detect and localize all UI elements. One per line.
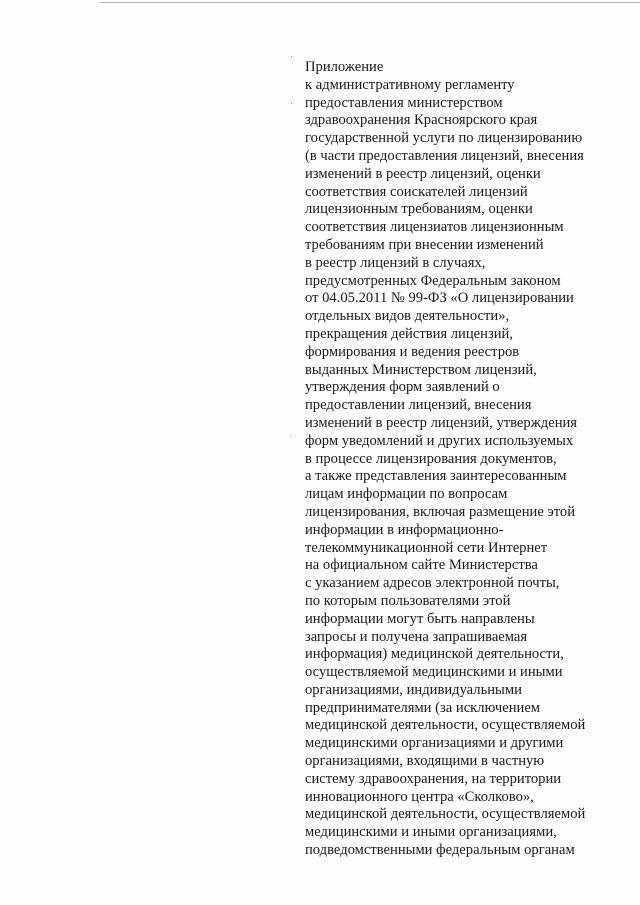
annex-line: предпринимателями (за исключением	[305, 699, 541, 716]
annex-line: требованиям при внесении изменений	[305, 236, 544, 253]
annex-line: телекоммуникационной сети Интернет	[305, 539, 548, 556]
annex-line: медицинскими и иными организациями,	[305, 824, 557, 841]
annex-line: на официальном сайте Министерства	[305, 557, 538, 574]
annex-line: организациями, входящими в частную	[305, 753, 545, 770]
annex-line: информации в информационно-	[305, 521, 504, 538]
annex-line: организациями, индивидуальными	[305, 681, 522, 698]
annex-line: отдельных видов деятельности»,	[305, 308, 510, 325]
annex-line: медицинской деятельности, осуществляемой	[305, 717, 586, 734]
annex-line: информации могут быть направлены	[305, 610, 535, 627]
annex-line: в реестр лицензий в случаях,	[305, 254, 486, 271]
annex-line: осуществляемой медицинскими и иными	[305, 664, 563, 681]
annex-line: информация) медицинской деятельности,	[305, 646, 564, 663]
annex-line: лицензионным требованиям, оценки	[305, 201, 533, 218]
scan-speck	[291, 56, 292, 57]
annex-line: соответствия лицензиатов лицензионным	[305, 219, 564, 236]
annex-heading-block	[305, 59, 635, 860]
scan-speck	[290, 436, 291, 437]
annex-line: к административному регламенту	[305, 76, 515, 93]
annex-line: Приложение	[305, 59, 384, 75]
annex-line: соответствия соискателей лицензий	[305, 183, 528, 200]
annex-line: медицинской деятельности, осуществляемой	[305, 806, 586, 823]
scan-top-edge	[100, 2, 640, 3]
scan-speck	[291, 103, 292, 104]
annex-line: предусмотренных Федеральным законом	[305, 272, 561, 289]
annex-line: систему здравоохранения, на территории	[305, 770, 562, 787]
annex-line: лицам информации по вопросам	[305, 486, 508, 503]
annex-line: изменений в реестр лицензий, оценки	[305, 165, 541, 182]
annex-line: изменений в реестр лицензий, утверждения	[305, 414, 578, 431]
annex-line: формирования и ведения реестров	[305, 343, 520, 360]
annex-line: предоставлении лицензий, внесения	[305, 397, 532, 414]
annex-line: предоставления министерством	[305, 94, 503, 111]
annex-line: в процессе лицензирования документов,	[305, 450, 557, 467]
annex-line: медицинскими организациями и другими	[305, 735, 564, 752]
annex-line: запросы и получена запрашиваемая	[305, 628, 528, 645]
annex-line: подведомственными федеральным органам	[305, 842, 575, 859]
annex-line: по которым пользователями этой	[305, 592, 511, 609]
annex-line: от 04.05.2011 № 99-ФЗ «О лицензировании	[305, 290, 574, 307]
annex-line: прекращения действия лицензий,	[305, 325, 513, 342]
annex-line: а также представления заинтересованным	[305, 468, 567, 485]
annex-line: форм уведомлений и других используемых	[305, 432, 574, 449]
annex-line: с указанием адресов электронной почты,	[305, 575, 560, 592]
annex-line: государственной услуги по лицензированию	[305, 130, 583, 147]
annex-line: инновационного центра «Сколково»,	[305, 788, 534, 805]
annex-line: здравоохранения Красноярского края	[305, 112, 538, 129]
annex-line: утверждения форм заявлений о	[305, 379, 500, 396]
annex-line: выданных Министерством лицензий,	[305, 361, 537, 378]
annex-line: (в части предоставления лицензий, внесения	[305, 147, 584, 164]
annex-line: лицензирования, включая размещение этой	[305, 503, 576, 520]
